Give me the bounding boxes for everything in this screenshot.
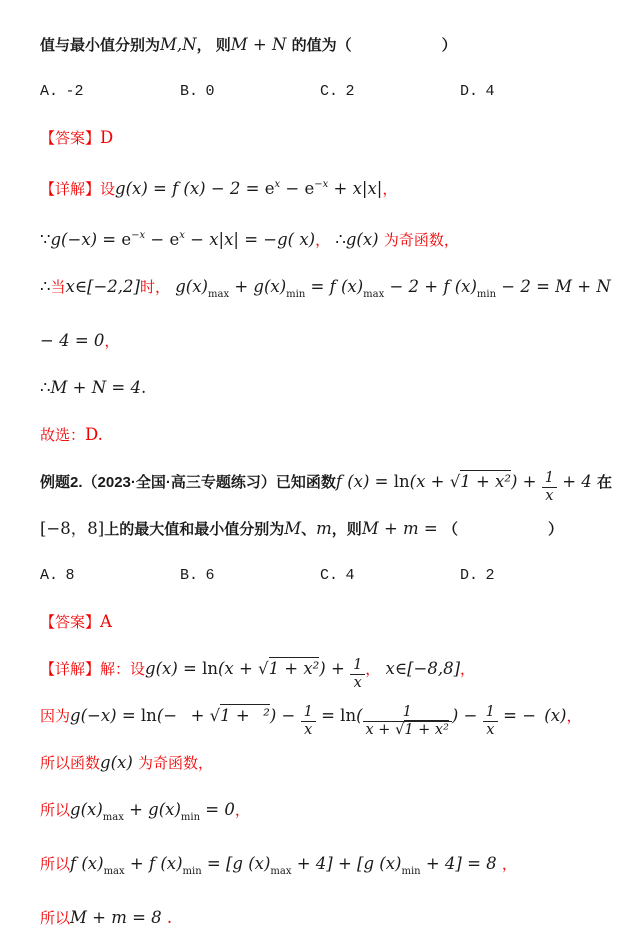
text-run: ln <box>340 706 357 725</box>
solution-label: 【详解】解：设 <box>40 661 146 678</box>
problem-1-stem <box>40 22 614 69</box>
text-run: f (x) <box>70 854 104 873</box>
text-run: = [g (x) <box>201 854 271 873</box>
radicand: 1 + x² <box>268 659 320 678</box>
text-run: 所以 <box>40 856 71 873</box>
fraction-denominator: x <box>350 674 365 692</box>
radical-sign: √ <box>209 706 221 725</box>
text-run: − <box>280 179 305 198</box>
text-run: ， <box>382 181 398 198</box>
text-run: 例题2.（2023·全国·高三专题练习）已知函数 <box>40 474 336 491</box>
text-run: ln <box>140 706 157 725</box>
text-run: ， <box>501 856 517 873</box>
text-run: 故选： <box>40 427 86 444</box>
text-run: ， <box>104 333 120 350</box>
text-run: e <box>264 179 275 198</box>
text-run: (− + √1 + ²) − <box>156 706 301 725</box>
problem-1-answer <box>40 115 614 162</box>
text-run: g(−x) = <box>50 230 122 249</box>
fraction <box>542 470 557 504</box>
solution-2-odd-conclusion <box>40 740 614 787</box>
text-run: D. <box>85 425 103 444</box>
option-d: D. 4 <box>460 83 495 100</box>
solution-2-setup <box>40 646 614 693</box>
text-run: 上的最大值和最小值分别为 <box>104 521 285 538</box>
text-run: + g(x) <box>229 277 287 296</box>
text-run: 当 <box>50 279 66 296</box>
text-run: ∴ <box>40 277 51 296</box>
text-run: g(x) <box>70 800 103 819</box>
problem-1-options <box>40 69 614 115</box>
radical-sign: √ <box>449 472 461 491</box>
text-run: 因为 <box>40 708 71 725</box>
answer-label: 【答案】 <box>40 130 101 147</box>
text-run: + f (x) <box>124 854 183 873</box>
text-run: g(x) <box>100 753 139 772</box>
text-run: x∈[−2,2] <box>65 277 140 296</box>
text-run: − <box>145 230 170 249</box>
solution-2-sum-zero <box>40 787 614 841</box>
text-run: ， 则 <box>196 37 231 54</box>
text-run: ln <box>393 472 410 491</box>
text-run: − x|x| = −g( x) <box>184 230 316 249</box>
solution-1-conclusion <box>40 365 614 412</box>
text-run: [−8，8] <box>40 519 105 538</box>
text-run: = f (x) <box>305 277 364 296</box>
text-run: ∵ <box>40 230 51 249</box>
text-run: max <box>102 812 124 823</box>
text-run: min <box>180 812 201 823</box>
solution-2-odd-check <box>40 693 614 740</box>
solution-label: 【详解】设 <box>40 181 116 198</box>
text-run: = 0 <box>200 800 235 819</box>
text-run: e <box>169 230 180 249</box>
option-b: B. 6 <box>180 567 215 584</box>
text-run: ∴ <box>330 230 346 249</box>
problem-1-choice <box>40 412 614 459</box>
text-run: x <box>274 179 281 190</box>
text-run: −x <box>131 230 146 241</box>
fraction-numerator: 1 <box>544 470 554 487</box>
text-run: max <box>270 866 292 877</box>
answer-label: 【答案】 <box>40 614 101 631</box>
text-run: ， <box>315 232 331 249</box>
radicand: 1 + x² <box>404 722 449 738</box>
fraction <box>350 657 365 691</box>
text-run: (x + √1 + x²) + <box>409 472 542 491</box>
radical-sign: √ <box>395 722 405 738</box>
text-run: ，则 <box>331 521 362 538</box>
text-run: min <box>182 866 202 877</box>
text-run: M <box>284 519 302 538</box>
fraction-numerator: 1 <box>303 704 313 721</box>
radical-sign: √ <box>258 659 269 678</box>
text-run: ， <box>365 661 381 678</box>
radicand: 1 + x² <box>460 472 511 491</box>
text-run: 所以函数 <box>40 755 101 772</box>
text-run: − 2 = M + N − 4 = 0 <box>40 277 611 350</box>
fraction-denominator: x + √1 + x² <box>363 721 452 739</box>
text-run: e <box>304 179 315 198</box>
text-run: max <box>208 289 230 300</box>
text-run: M + m = 8 <box>70 908 162 927</box>
text-run: f (x) = <box>335 472 394 491</box>
text-run: + 4 <box>556 472 598 491</box>
text-run: 所以 <box>40 802 71 819</box>
text-run: x <box>179 230 185 241</box>
text-run: e <box>121 230 132 249</box>
text-run: m <box>316 519 332 538</box>
text-run: ln <box>202 659 218 678</box>
text-run: min <box>476 289 497 300</box>
option-b: B. 0 <box>180 83 215 100</box>
option-d: D. 2 <box>460 567 495 584</box>
answer-value: A <box>100 612 112 631</box>
text-run: ， <box>460 661 476 678</box>
solution-1-maxmin <box>40 264 614 365</box>
text-run: ( <box>356 706 363 725</box>
text-run: −x <box>314 179 329 190</box>
text-run: 时， <box>139 279 170 296</box>
option-a: A. 8 <box>40 567 75 584</box>
fraction-numerator: 1 <box>402 704 412 721</box>
fraction-numerator: 1 <box>353 657 363 674</box>
option-c: C. 2 <box>320 83 355 100</box>
text-run: . <box>140 378 147 397</box>
text-run: 所以 <box>40 910 71 927</box>
fraction-denominator: x <box>301 721 316 739</box>
text-run: ) − <box>451 706 483 725</box>
text-run: + g(x) <box>123 800 181 819</box>
problem-2-stem <box>40 459 614 553</box>
solution-2-conclusion <box>40 895 614 942</box>
text-run: M + N <box>230 35 292 54</box>
text-run: 为奇函数， <box>138 755 214 772</box>
text-run: min <box>401 866 421 877</box>
text-run: + 4] = 8 <box>420 854 502 873</box>
text-run: − 2 + f (x) <box>384 277 477 296</box>
text-run: = <box>315 706 341 725</box>
text-run: max <box>103 866 125 877</box>
option-a: A. -2 <box>40 83 84 100</box>
option-c: C. 4 <box>320 567 355 584</box>
text-run: M + N = 4 <box>50 378 141 397</box>
text-run: ∴ <box>40 378 51 397</box>
fraction-numerator: 1 <box>485 704 495 721</box>
text-run: x∈[−8,8] <box>380 659 461 678</box>
fraction-denominator: x <box>542 487 557 505</box>
text-run: M,N <box>160 35 197 54</box>
fraction <box>363 704 452 738</box>
radicand: 1 + ² <box>220 706 270 725</box>
text-run: 值与最小值分别为 <box>40 37 161 54</box>
text-run: g(x) <box>345 230 384 249</box>
problem-2-options <box>40 553 614 599</box>
text-run: 的值为（ ） <box>291 37 457 54</box>
text-run: g(x) = f (x) − 2 = <box>115 179 265 198</box>
text-run: (x + √1 + x²) + <box>217 659 351 678</box>
text-run: max <box>363 289 385 300</box>
solution-1-setup <box>40 162 614 213</box>
text-run: 为奇函数， <box>383 232 459 249</box>
text-run: + 4] + [g (x) <box>291 854 402 873</box>
text-run: ， <box>566 708 582 725</box>
solution-1-odd-check <box>40 213 614 264</box>
fraction-denominator: x <box>483 721 498 739</box>
text-run: g(x) = <box>145 659 203 678</box>
text-run: 在 <box>597 474 613 491</box>
document-lines <box>40 22 614 942</box>
text-run: + x|x| <box>328 179 383 198</box>
solution-2-sum-f <box>40 841 614 895</box>
text-run: . <box>161 908 173 927</box>
text-run: M + m = <box>361 519 443 538</box>
text-run: （ ） <box>442 521 563 538</box>
fraction <box>301 704 316 738</box>
problem-2-answer <box>40 599 614 646</box>
text-run: = − (x) <box>497 706 567 725</box>
text-run: 、 <box>301 521 317 538</box>
fraction <box>483 704 498 738</box>
text-run: g(−x) = <box>70 706 141 725</box>
text-run: min <box>286 289 306 300</box>
text-run: ， <box>234 802 250 819</box>
answer-value: D <box>100 128 114 147</box>
text-run: g(x) <box>170 277 208 296</box>
